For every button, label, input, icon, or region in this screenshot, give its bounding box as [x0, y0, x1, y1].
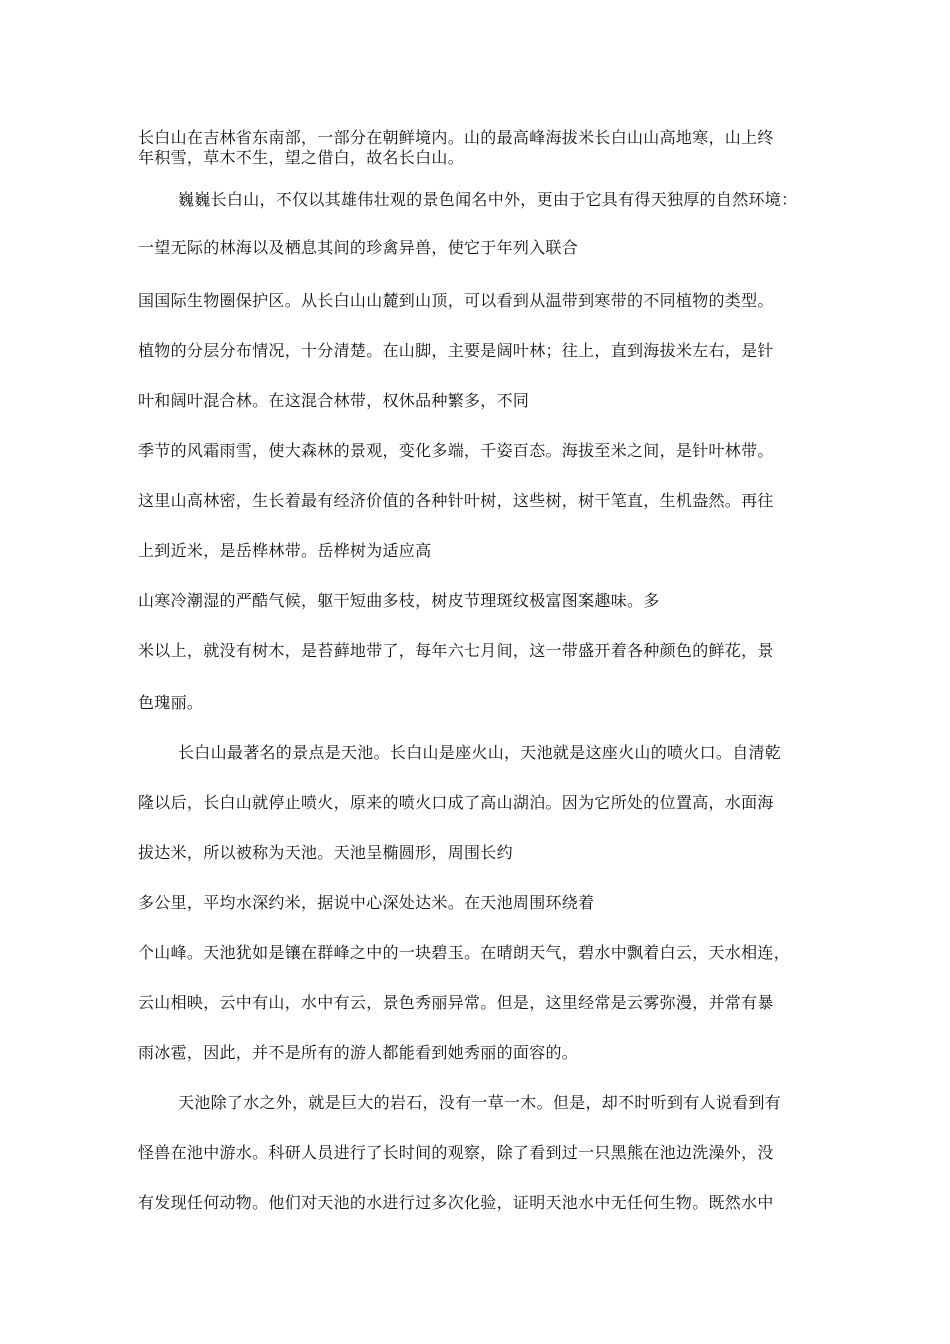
paragraph-start: 天池除了水之外，就是巨大的岩石，没有一草一木。但是，却不时听到有人说看到有: [178, 1093, 782, 1112]
text-line: 有发现任何动物。他们对天池的水进行过多次化验，证明天池水中无任何生物。既然水中: [138, 1193, 774, 1212]
paragraph-start: 巍巍长白山，不仅以其雄伟壮观的景色闻名中外，更由于它具有得天独厚的自然环境：: [178, 190, 798, 209]
text-line: 一望无际的林海以及栖息其间的珍禽异兽，使它于年列入联合: [138, 238, 579, 257]
text-line: 色瑰丽。: [138, 693, 204, 712]
text-line: 叶和阔叶混合林。在这混合林带，权休品种繁多，不同: [138, 391, 530, 410]
text-line: 隆以后，长白山就停止喷火，原来的喷火口成了高山湖泊。因为它所处的位置高，水面海: [138, 793, 774, 812]
text-line: 雨冰雹，因此，并不是所有的游人都能看到她秀丽的面容的。: [138, 1043, 579, 1062]
text-line: 怪兽在池中游水。科研人员进行了长时间的观察，除了看到过一只黑熊在池边洗澡外，没: [138, 1143, 774, 1162]
text-line: 米以上，就没有树木，是苔藓地带了，每年六七月间，这一带盛开着各种颜色的鲜花，景: [138, 641, 774, 660]
text-line: 上到近米，是岳桦林带。岳桦树为适应高: [138, 541, 432, 560]
text-line: 季节的风霜雨雪，使大森林的景观，变化多端，千姿百态。海拔至米之间，是针叶林带。: [138, 441, 774, 460]
text-line: 年积雪，草木不生，望之借白，故名长白山。: [138, 148, 465, 167]
text-line: 这里山高林密，生长着最有经济价值的各种针叶树，这些树，树干笔直，生机盎然。再往: [138, 491, 774, 510]
text-line: 国国际生物圈保护区。从长白山山麓到山顶，可以看到从温带到寒带的不同植物的类型。: [138, 291, 774, 310]
paragraph-start: 长白山最著名的景点是天池。长白山是座火山，天池就是这座火山的喷火口。自清乾: [178, 743, 782, 762]
text-line: 云山相映，云中有山，水中有云，景色秀丽异常。但是，这里经常是云雾弥漫，并常有暴: [138, 993, 774, 1012]
text-line: 多公里，平均水深约米，据说中心深处达米。在天池周围环绕着: [138, 893, 595, 912]
text-line: 个山峰。天池犹如是镶在群峰之中的一块碧玉。在晴朗天气，碧水中飘着白云，天水相连，: [138, 943, 791, 962]
text-line: 长白山在吉林省东南部，一部分在朝鲜境内。山的最高峰海拔米长白山山高地寒，山上终: [138, 128, 774, 147]
text-line: 拔达米，所以被称为天池。天池呈椭圆形，周围长约: [138, 843, 513, 862]
text-line: 山寒冷潮湿的严酷气候，躯干短曲多枝，树皮节理斑纹极富图案趣味。多: [138, 591, 660, 610]
text-line: 植物的分层分布情况，十分清楚。在山脚，主要是阔叶林；往上，直到海拔米左右，是针: [138, 341, 774, 360]
